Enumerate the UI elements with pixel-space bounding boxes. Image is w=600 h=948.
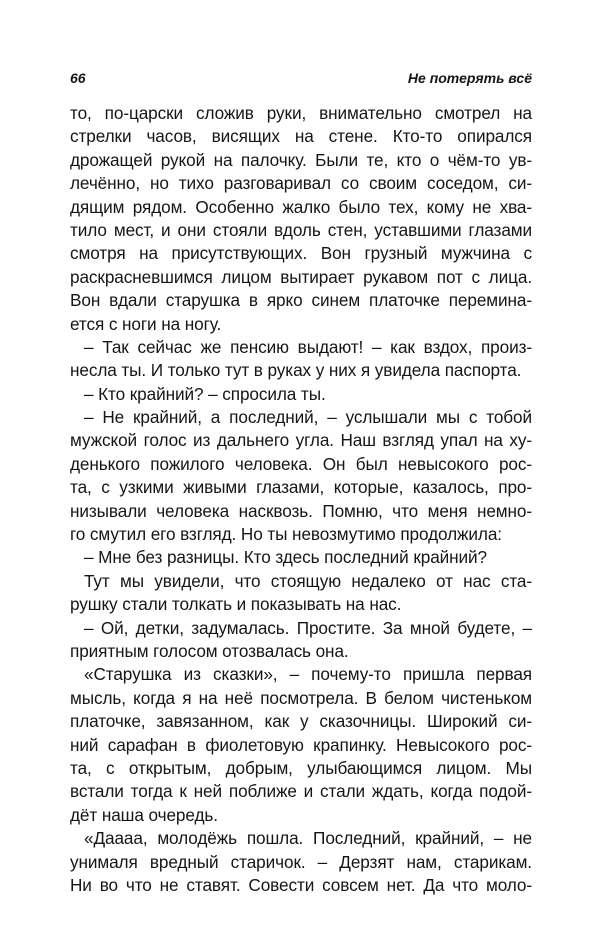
text-line: приятным голосом отозвалась она.: [70, 640, 349, 661]
text-line: стрелки часов, висящих на стене. Кто-то опирался: [70, 126, 532, 147]
text-line: дёт наша очередь.: [70, 804, 218, 825]
text-line: «Даааа, молодёжь пошла. Последний, крайний, – не: [84, 828, 532, 849]
text-line: рушку стали толкать и показывать на нас.: [70, 594, 402, 615]
text-line: ется с ноги на ногу.: [70, 313, 222, 334]
text-line: несла ты. И только тут в руках у них я увидела паспорта.: [70, 360, 522, 381]
text-line: та, с узкими живыми глазами, которые, казалось, про-: [70, 477, 532, 498]
text-line: го смутил его взгляд. Но ты невозмутимо продолжила:: [70, 524, 502, 545]
text-line: мысль, когда я на неё посмотрела. В белом чистеньком: [70, 687, 532, 708]
text-line: Вон вдали старушка в ярко синем платочке перемина-: [70, 290, 532, 311]
text-line: унималя вредный старичок. – Дерзят нам, старикам.: [70, 851, 532, 872]
text-line: низывали человека насквозь. Помню, что меня немно-: [70, 500, 532, 521]
text-line: – Ой, детки, задумалась. Простите. За мной будете, –: [84, 617, 532, 638]
text-line: дрожащей рукой на палочку. Были те, кто о чём-то ув-: [70, 149, 532, 170]
text-line: – Так сейчас же пенсию выдают! – как вздох, произ-: [84, 336, 532, 357]
book-page: [70, 70, 532, 897]
text-line: «Старушка из сказки», – почему-то пришла первая: [84, 664, 532, 685]
text-line: – Не крайний, а последний, – услышали мы с тобой: [84, 407, 532, 428]
text-line: то, по-царски сложив руки, внимательно смотрел на: [70, 103, 532, 123]
body-text: [70, 102, 532, 897]
text-line: платочке, завязанном, как у сказочницы. Широкий си-: [70, 711, 532, 732]
text-line: – Кто крайний? – спросила ты.: [84, 383, 326, 404]
text-line: та, с открытым, добрым, улыбающимся лицом. Мы: [70, 757, 532, 778]
text-line: встали тогда к ней поближе и стали ждать, когда подой-: [70, 781, 532, 802]
text-line: – Мне без разницы. Кто здесь последний крайний?: [84, 547, 488, 568]
text-line: денького пожилого человека. Он был невысокого рос-: [70, 453, 532, 474]
text-line: дящим рядом. Особенно жалко было тех, кому не хва-: [70, 196, 532, 217]
text-line: лечённо, но тихо разговаривал со своим соседом, си-: [70, 173, 532, 194]
page-header: [70, 70, 532, 90]
text-line: смотря на присутствующих. Вон грузный мужчина с: [70, 243, 532, 264]
running-title: Не потерять всё: [407, 70, 532, 86]
text-line: мужской голос из дальнего угла. Наш взгляд упал на ху-: [70, 430, 532, 451]
text-line: раскрасневшимся лицом вытирает рукавом пот с лица.: [70, 266, 532, 287]
text-line: тило мест, и они стояли вдоль стен, уставшими глазами: [70, 219, 532, 240]
page-number: 66: [70, 70, 86, 86]
text-line: Тут мы увидели, что стоящую недалеко от нас ста-: [84, 570, 532, 591]
text-line: ний сарафан в фиолетовую крапинку. Невысокого рос-: [70, 734, 532, 755]
text-line: Ни во что не ставят. Совести совсем нет. Да что моло-: [70, 874, 532, 895]
